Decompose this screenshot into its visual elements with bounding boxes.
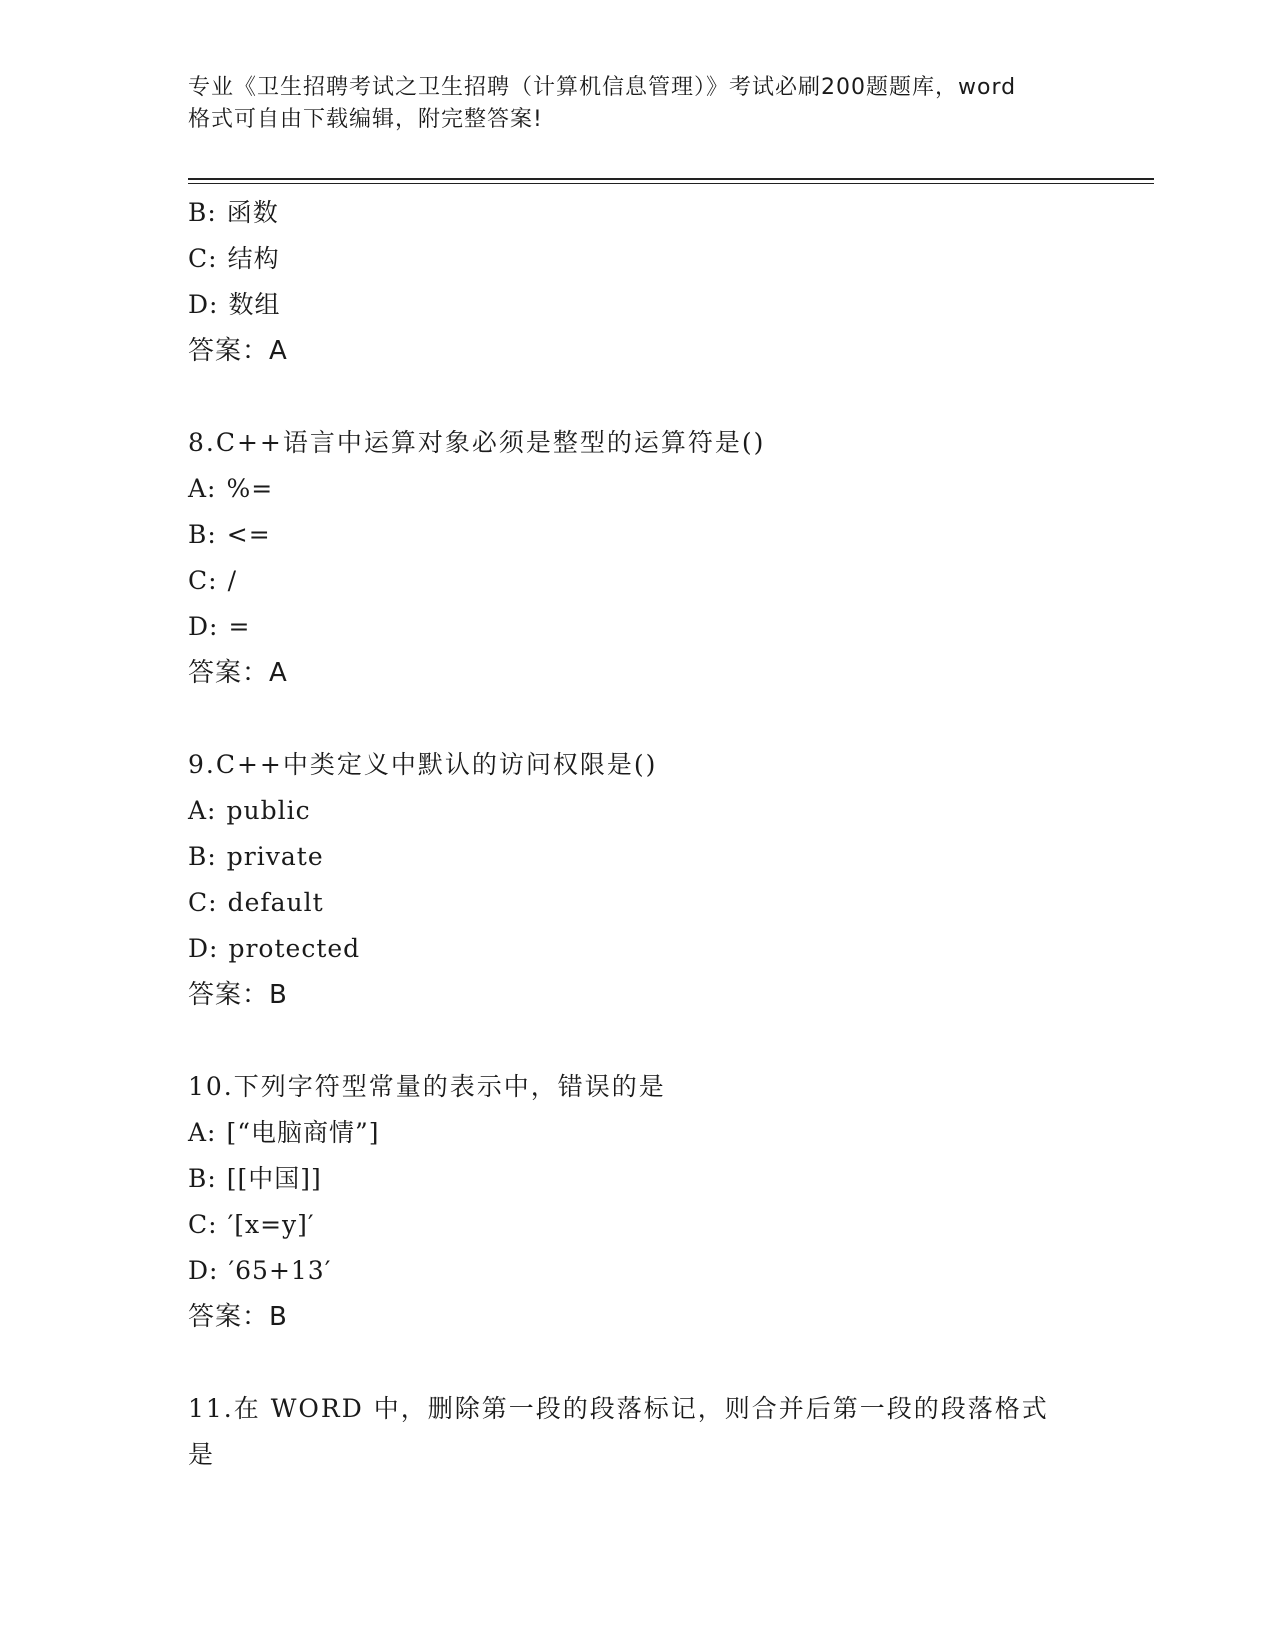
question-7-continued	[188, 190, 1148, 374]
question-8	[188, 420, 1148, 696]
answer-line: 答案：A	[188, 658, 288, 688]
question-11	[188, 1386, 1148, 1478]
header-divider	[188, 178, 1154, 180]
header-line-2: 格式可自由下载编辑，附完整答案!	[188, 107, 543, 132]
option-b: B: private	[188, 842, 324, 871]
question-10	[188, 1064, 1148, 1340]
answer-line: 答案：B	[188, 980, 288, 1010]
header-line-1: 专业《卫生招聘考试之卫生招聘（计算机信息管理）》考试必刷200题题库，word	[188, 75, 1017, 100]
question-9	[188, 742, 1148, 1018]
option-b: B: <=	[188, 520, 271, 549]
option-a: A: public	[188, 796, 311, 825]
option-d: D: protected	[188, 934, 361, 963]
option-a: A: %=	[188, 474, 274, 503]
question-text: 11.在 WORD 中，删除第一段的段落标记，则合并后第一段的段落格式是	[188, 1394, 1049, 1469]
option-c: C: ′[x=y]′	[188, 1210, 315, 1239]
header-divider-thin	[188, 183, 1154, 184]
question-text: 9.C++中类定义中默认的访问权限是()	[188, 750, 658, 779]
question-list	[188, 190, 1148, 1478]
question-text: 8.C++语言中运算对象必须是整型的运算符是()	[188, 428, 766, 457]
option-d: D: 数组	[188, 290, 281, 319]
option-a: A: [“电脑商情”]	[188, 1118, 380, 1147]
question-text: 10.下列字符型常量的表示中，错误的是	[188, 1072, 666, 1101]
option-b: B: 函数	[188, 198, 279, 227]
option-b: B: [[中国]]	[188, 1164, 322, 1193]
option-d: D: ′65+13′	[188, 1256, 332, 1285]
option-d: D: =	[188, 612, 251, 641]
option-c: C: default	[188, 888, 324, 917]
answer-line: 答案：A	[188, 336, 288, 366]
option-c: C: /	[188, 566, 237, 595]
document-header	[188, 72, 1088, 136]
answer-line: 答案：B	[188, 1302, 288, 1332]
option-c: C: 结构	[188, 244, 280, 273]
